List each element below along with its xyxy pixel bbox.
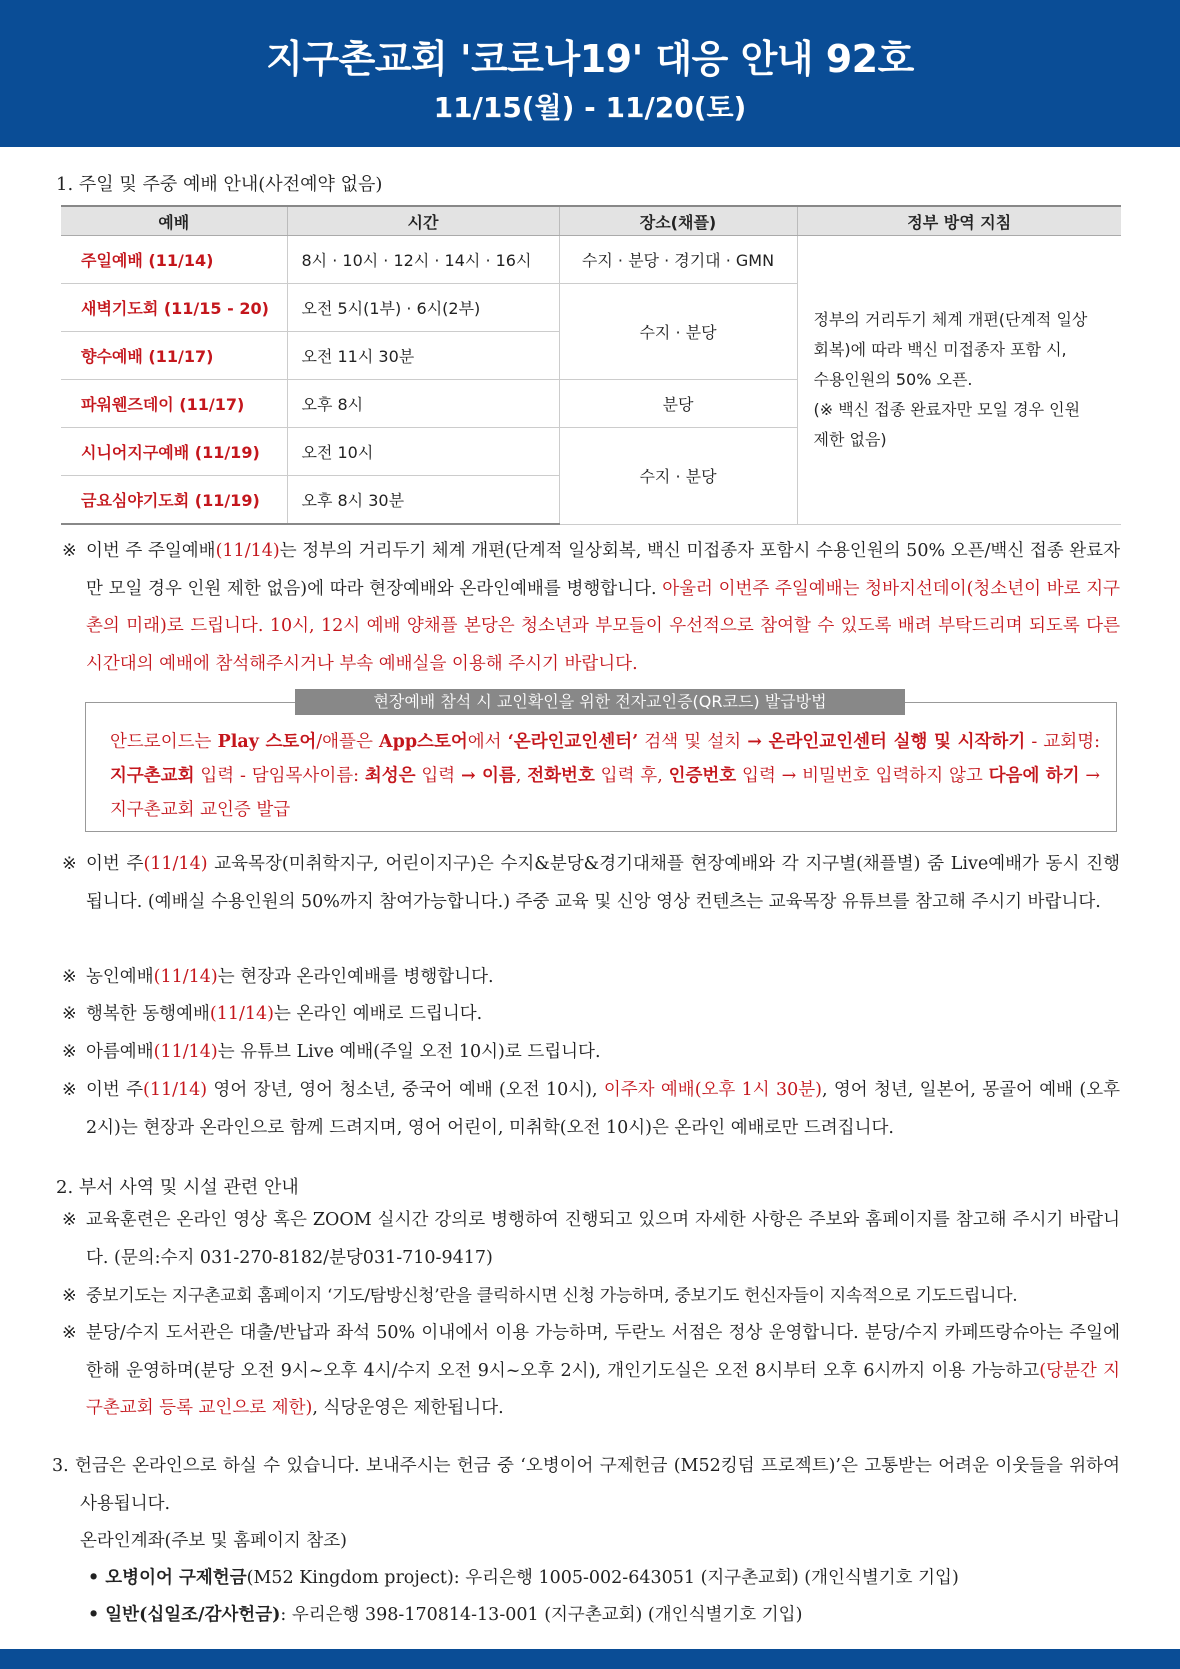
note-text: 교육목장(미취학지구, 어린이지구)은 수지&분당&경기대채플 현장예배와 각 지구별(채플별) 줌 Live예배가 동시 진행됩니다. (예배실 수용인원의 50%까지 참여가능합니다.) 주중 교육 및 신앙 영상 컨텐츠는 교육목장 유튜브를 참고해 주시기 바랍니다. [86, 854, 1120, 912]
note-text: , 영어 청년, 일본어, 몽골어 예배 (오후 2시)는 현장과 온라인으로 함께 드려지며, 영어 어린이, 미취학(오전 10시)은 온라인 예배로만 드려집니다. [86, 1080, 1121, 1138]
qr-bold: Play 스토어 [217, 732, 317, 752]
col-header-time: 시간 [287, 206, 559, 236]
qr-text: → 지구촌교회 교인증 발급 [110, 766, 1100, 820]
section2-title: 2. 부서 사역 및 시설 관련 안내 [56, 1177, 299, 1198]
note-mark: ※ [62, 1210, 77, 1230]
note-mark: ※ [62, 1080, 77, 1100]
page-title: 지구촌교회 '코로나19' 대응 안내 92호 [266, 37, 914, 81]
note-mark: ※ [62, 967, 77, 987]
note-text: 이번 주 [86, 1080, 144, 1100]
gov-line: (※ 백신 접종 완료자만 모일 경우 인원 [813, 399, 1081, 419]
note-text: , 식당운영은 제한됩니다. [312, 1398, 504, 1418]
notice-areum [62, 1034, 1120, 1072]
notice-facilities [62, 1315, 1120, 1428]
gov-line: 수용인원의 50% 오픈. [813, 369, 973, 389]
table-row [61, 236, 1121, 284]
qr-instructions-text [110, 725, 1100, 827]
note-date: (11/14) [143, 854, 208, 874]
col-header-place: 장소(채플) [559, 206, 797, 236]
qr-text: 입력 후, [594, 766, 669, 786]
date-range: 11/15(월) - 11/20(토) [433, 91, 747, 124]
header-banner [0, 0, 1180, 147]
col-header-guideline: 정부 방역 지침 [797, 206, 1121, 236]
col-header-service: 예배 [61, 206, 287, 236]
qr-text: , [515, 766, 528, 786]
account-general [88, 1597, 802, 1635]
note-text: 중보기도는 지구촌교회 홈페이지 ‘기도/탐방신청’란을 클릭하시면 신청 가능하며, 중보기도 헌신자들이 지속적으로 기도드립니다. [86, 1286, 1018, 1306]
service-name: 새벽기도회 (11/15 - 20) [61, 284, 287, 332]
qr-bold: 다음에 하기 [988, 766, 1080, 786]
service-place: 수지 · 분당 [559, 284, 797, 380]
note-mark: ※ [62, 854, 77, 874]
note-text: 는 현장과 온라인예배를 병행합니다. [217, 967, 494, 987]
service-name: 시니어지구예배 (11/19) [61, 428, 287, 476]
account-label-paren: (M52 Kingdom project) [246, 1568, 454, 1588]
note-text: 분당/수지 도서관은 대출/반납과 좌석 50% 이내에서 이용 가능하며, 두란노 서점은 정상 운영합니다. 분당/수지 카페뜨랑슈아는 주일에 한해 운영하며(분당 오전 9시~오후 4시/수지 오전 9시~오후 2시), 개인기도실은 오전 8시부터 오후 6시까지 이용 가능하고 [86, 1323, 1120, 1381]
note-text: 는 온라인 예배로 드립니다. [274, 1004, 483, 1024]
qr-text: - 교회명: [1025, 732, 1100, 752]
note-mark: ※ [62, 541, 77, 561]
service-time: 오전 5시(1부) · 6시(2부) [287, 284, 559, 332]
table-header-row [61, 206, 1121, 236]
qr-text: /애플은 [316, 732, 379, 752]
offering-notice [52, 1448, 1120, 1523]
notice-deaf [62, 959, 1120, 997]
account-number: : 우리은행 1005-002-643051 (지구촌교회) (개인식별기호 기입) [453, 1568, 959, 1588]
account-label: • 오병이어 구제헌금 [88, 1568, 247, 1588]
note-text: 농인예배 [86, 967, 154, 987]
qr-bold: App스토어 [379, 732, 468, 752]
qr-bold: → 이름 [461, 766, 516, 786]
note-text: 아름예배 [86, 1042, 154, 1062]
note-text: 는 유튜브 Live 예배(주일 오전 10시)로 드립니다. [217, 1042, 601, 1062]
note-mark: ※ [62, 1323, 77, 1343]
account-label: • 일반(십일조/감사헌금) [88, 1605, 281, 1625]
note-text: 이번 주 주일예배 [86, 541, 216, 561]
service-time: 오후 8시 30분 [287, 476, 559, 525]
schedule-table [61, 205, 1121, 525]
note-date: (11/14) [153, 967, 218, 987]
service-name: 파워웬즈데이 (11/17) [61, 380, 287, 428]
qr-text: 안드로이드는 [110, 732, 218, 752]
note-date: (11/14) [153, 1042, 218, 1062]
notice-foreign [62, 1072, 1120, 1147]
service-time: 오전 11시 30분 [287, 332, 559, 380]
note-highlight: (당분간 지구촌교회 등록 교인으로 제한) [86, 1360, 1120, 1418]
qr-text: 검색 및 설치 [638, 732, 748, 752]
gov-guideline [797, 236, 1121, 525]
qr-bold: 전화번호 [527, 766, 595, 786]
qr-text: 에서 [467, 732, 508, 752]
note-mark: ※ [62, 1042, 77, 1062]
note-text: 교육훈련은 온라인 영상 혹은 ZOOM 실시간 강의로 병행하여 진행되고 있으며 자세한 사항은 주보와 홈페이지를 참고해 주시기 바랍니다. (문의:수지 031-270-8182/분당031-710-9417) [86, 1210, 1120, 1268]
service-place: 수지 · 분당 [559, 428, 797, 525]
qr-box-title: 현장예배 참석 시 교인확인을 위한 전자교인증(QR코드) 발급방법 [295, 689, 905, 715]
section1-title: 1. 주일 및 주중 예배 안내(사전예약 없음) [56, 174, 383, 195]
offering-text: 3. 헌금은 온라인으로 하실 수 있습니다. 보내주시는 헌금 중 ‘오병이어 구제헌금 (M52킹덤 프로젝트)’은 고통받는 어려운 이웃들을 위하여 사용됩니다. [52, 1456, 1120, 1514]
note-highlight: 이주자 예배(오후 1시 30분) [603, 1080, 822, 1100]
notice-prayer [62, 1278, 1120, 1316]
note-date: (11/14) [215, 541, 280, 561]
qr-bold: 최성은 [364, 766, 416, 786]
qr-text: 입력 - 담임목사이름: [194, 766, 365, 786]
qr-bold: ‘온라인교인센터’ [507, 732, 639, 752]
notice-happy [62, 996, 1120, 1034]
note-text: 는 정부의 거리두기 체계 개편(단계적 일상회복, 백신 미접종자 포함시 수용인원의 50% 오픈/백신 접종 완료자만 모일 경우 인원 제한 없음)에 따라 현장예배와 온라인예배를 병행합니다. [86, 541, 1120, 599]
note-text: 영어 장년, 영어 청소년, 중국어 예배 (오전 10시), [207, 1080, 604, 1100]
note-text: 행복한 동행예배 [86, 1004, 210, 1024]
footer-bar [0, 1649, 1180, 1669]
note-date: (11/14) [143, 1080, 208, 1100]
notice-training [62, 1202, 1120, 1277]
qr-instructions-box [85, 702, 1117, 832]
account-m52 [88, 1560, 959, 1598]
gov-line: 정부의 거리두기 체계 개편(단계적 일상 [813, 309, 1088, 329]
service-name: 향수예배 (11/17) [61, 332, 287, 380]
qr-text: 입력 [415, 766, 462, 786]
notice-education [62, 846, 1120, 921]
note-mark: ※ [62, 1286, 77, 1306]
account-title: 온라인계좌(주보 및 홈페이지 참조) [80, 1531, 348, 1551]
qr-bold: 지구촌교회 [110, 766, 195, 786]
service-time: 8시 · 10시 · 12시 · 14시 · 16시 [287, 236, 559, 284]
service-name: 주일예배 (11/14) [61, 236, 287, 284]
service-place: 분당 [559, 380, 797, 428]
note-mark: ※ [62, 1004, 77, 1024]
gov-line: 제한 없음) [813, 429, 887, 449]
note-date: (11/14) [209, 1004, 274, 1024]
qr-text: 입력 → 비밀번호 입력하지 않고 [736, 766, 989, 786]
gov-line: 회복)에 따라 백신 미접종자 포함 시, [813, 339, 1067, 359]
account-number: : 우리은행 398-170814-13-001 (지구촌교회) (개인식별기호 기입) [280, 1605, 803, 1625]
qr-bold: 인증번호 [668, 766, 737, 786]
notice-sunday [62, 533, 1120, 683]
service-place: 수지 · 분당 · 경기대 · GMN [559, 236, 797, 284]
qr-bold: → 온라인교인센터 실행 및 시작하기 [747, 732, 1026, 752]
service-time: 오후 8시 [287, 380, 559, 428]
note-text: 이번 주 [86, 854, 144, 874]
service-time: 오전 10시 [287, 428, 559, 476]
note-highlight: 아울러 이번주 주일예배는 청바지선데이(청소년이 바로 지구촌의 미래)로 드립니다. 10시, 12시 예배 양채플 본당은 청소년과 부모들이 우선적으로 참여할 수 있도록 배려 부탁드리며 되도록 다른 시간대의 예배에 참석해주시거나 부속 예배실을 이용해 주시기 바랍니다. [86, 578, 1121, 674]
service-name: 금요심야기도회 (11/19) [61, 476, 287, 525]
